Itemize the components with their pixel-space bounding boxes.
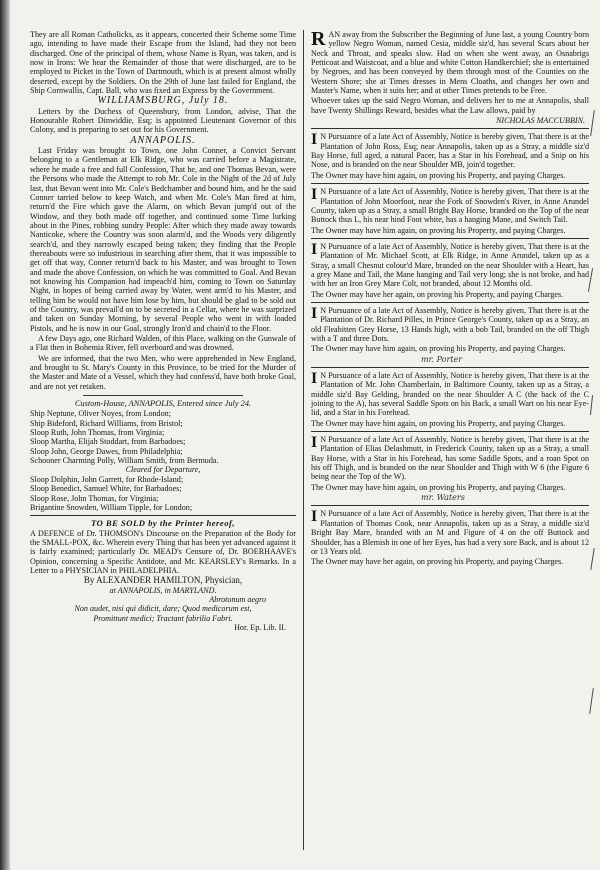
drop-cap: I xyxy=(311,186,318,204)
news-paragraph-conner: Last Friday was brought to Town, one John Conner, a Convict Servant belonging to a Gentleman at Elk Ridge, who was carried before a Magistrate, where he made a free and full Confession, That he, and one Thomas Bevan, were the Persons who made the Attempt to rob Mr. Cole in the Night of the 2d of July last, that Bevan went into Mr. Cole's Bedchamber and bound him, and he the said Conner tarried below to keep Watch, and when Mr. Cole's Man fired at him, return'd the Fire which gave the Alarm, on which Bevan jump'd out of the Window, and they both made off together, and continued some Time lurking about in the Pines, robbing sundry People: After which they made away towards Nanticoke, where the Country was soon alarm'd, and the Woods very diligently search'd, and they narrowly escaped being taken; they finding that the People thereabouts were so industrious in searching after them, that it was impossible to get off that way, Conner return'd back to his Master, and was brought to Town and made the above Confession, on which he was committed to Goal. And Bevan not knowing his Companion had impeach'd him, coming to Town on Saturday Night, in hopes of being carried away by Water, went arm'd to his Master, and telling him he would not have him lose by him, but should be glad to be sold out of the Country, was prevail'd on to be secreted in a Cellar, where he was surprized and taken on Sunday Morning, by several People who went in with loaded Pistols, and he is now in our Goal, strongly Iron'd and chain'd to the Floor. xyxy=(30,146,296,333)
dateline-annapolis: ANNAPOLIS. xyxy=(130,134,196,146)
entered-ships-list xyxy=(30,409,296,465)
stray-owner-line: The Owner may have her again, on proving his Property, and paying Charges. xyxy=(311,557,564,567)
news-paragraph-intro: They are all Roman Catholicks, as it appears, concerted their Scheme some Time ago, intending to have made their Escape from the Island, had they not been discharged. One of the principal of them, whose Name is Ryan, was taken, and is now in Irons: We hear the Remainder of those that were discharged, are to be employed to Picket in the Town of Dartmouth, which is at present almost wholly deserted, except by the Soldiers. On the 29th of June last failed for England, the Ship Cornwallis, Capt. Ball, who was fixed an Express by the Government. xyxy=(30,30,296,96)
book-advertisement xyxy=(30,519,296,632)
stray-text: N Pursuance of a late Act of Assembly, Notice is hereby given, That there is at the Plantation of Dr. Richard Pilles, in Prince George's County, taken up as a Stray, an old Fleabitten Grey Horse, 13 Hands high, with a bob Tail, branded on the off Thigh with a T and three Dots. xyxy=(311,305,589,343)
ship-cleared: Brigantine Snowden, William Tipple, for London; xyxy=(30,502,193,512)
ship-entry: Ship Neptune, Oliver Noyes, from London; xyxy=(30,409,171,419)
ship-cleared: Sloop Rose, John Thomas, for Virginia; xyxy=(30,493,159,503)
stray-owner-line: The Owner may have him again, on proving his Property, and paying Charges. xyxy=(311,344,566,354)
book-title: A DEFENCE of Dr. THOMSON's Discourse on the Preparation of the Body for the SMALL-POX, &c. Wherein every Thing that has been yet advanced against it is fairly examined; particularly Dr. MEAD's Censure of, Dr. BOERHAAVE's Opinion, concerning a Specific Antidote, and Mr. KEARSLEY's Remarks. In a Letter to a PHYSICIAN in PHILADELPHIA. xyxy=(30,528,296,575)
margin-pen-mark xyxy=(590,110,595,136)
ship-entry: Schooner Charming Polly, William Smith, from Bermuda. xyxy=(30,456,219,466)
runaway-advertisement xyxy=(311,30,589,125)
book-author: By ALEXANDER HAMILTON, Physician, xyxy=(83,575,243,586)
section-separator xyxy=(83,395,243,396)
stray-notice xyxy=(311,435,589,502)
book-sold-line: TO BE SOLD by the Printer hereof, xyxy=(90,518,236,529)
advert-separator xyxy=(311,238,589,239)
drop-cap: R xyxy=(311,28,326,50)
stray-text: N Pursuance of a late Act of Assembly, Notice is hereby given, That there is at the Plantation of Elias Delashmutt, in Frederick County, taken up as a Stray, a small Bay Horse, with a Star in his Forehead, has some Saddle Spots, and a roan Spot on his off Thigh, and is branded on the near Shoulder and Thigh with W 6 (the Figure 6 being near the Top of the W). xyxy=(311,435,589,482)
ship-cleared: Sloop Dolphin, John Garrett, for Rhode-Island; xyxy=(30,474,184,484)
drop-cap: I xyxy=(311,304,318,322)
handwritten-annotation: mr. Porter xyxy=(421,354,463,364)
stray-notice xyxy=(311,242,589,299)
column-divider xyxy=(303,30,304,850)
advert-separator xyxy=(30,515,296,516)
drop-cap: I xyxy=(311,131,318,149)
drop-cap: I xyxy=(311,434,318,452)
ship-entry: Ship Bideford, Richard Williams, from Bristol; xyxy=(30,418,183,428)
book-quote-attribution: Hor. Ep. Lib. II. xyxy=(234,622,286,632)
cleared-ships-list xyxy=(30,475,296,512)
advert-separator xyxy=(311,431,589,432)
stray-notice xyxy=(311,371,589,428)
stray-text: N Pursuance of a late Act of Assembly, Notice is hereby given, That there is at the Plantation of John Ross, Esq; near Annapolis, taken up as a Stray, a middle siz'd Bay Horse, full aged, a natural Pacer, has a Star in his Forehead, and a Snip on his Nose, and is branded on the near Shoulder MB, join'd together. xyxy=(311,132,589,170)
cleared-heading: Cleared for Departure, xyxy=(125,465,201,475)
stray-owner-line: The Owner may have him again, on proving his Property, and paying Charges. xyxy=(311,225,566,235)
margin-pen-mark xyxy=(590,395,593,415)
stray-text: N Pursuance of a late Act of Assembly, Notice is hereby given, That there is at the Plantation of Mr. John Chamberlain, in Baltimore County, taken up as a Stray, a middle siz'd Bay Gelding, branded on the near Shoulder A C (the back of the C joining to the A), has several Saddle Spots on his Back, a small Wart on his near Eye-lid, and a Star in his Forehead. xyxy=(311,371,589,418)
stray-text: N Pursuance of a late Act of Assembly, Notice is hereby given, That there is at the Plantation of John Moorfoot, near the Fork of Snowden's River, in Anne Arundel County, taken up as a Stray, a small Bright Bay Horse, branded on the Top of the near Buttock thus L, his near hind Foot white, has a hanging Mane, and Switch Tail. xyxy=(311,187,589,225)
drop-cap: I xyxy=(311,508,318,526)
right-column xyxy=(311,30,589,568)
news-paragraph-walden: A few Days ago, one Richard Walden, of this Place, walking on the Gunwale of a Flat then in Bohemia River, fell overboard and was drowned. xyxy=(30,334,296,353)
margin-pen-mark xyxy=(590,548,594,570)
advert-separator xyxy=(311,183,589,184)
dateline-williamsburg: WILLIAMSBURG, July 18. xyxy=(97,95,229,107)
stray-owner-line: The Owner may have her again, on proving his Property, and paying Charges. xyxy=(311,289,564,299)
ship-entry: Sloop Ruth, John Thomas, from Virginia; xyxy=(30,428,165,438)
stray-text: N Pursuance of a late Act of Assembly, Notice is hereby given, That there is at the Plantation of Thomas Cook, near Annapolis, taken up as a Stray, a middle siz'd Bright Bay Mare, branded with an M and Figure of 4 on the off Buttock and Shoulder, has a Blemish in one of her Eyes, has had a very sore Back, and is about 12 or 13 Years old. xyxy=(311,509,589,556)
runaway-reward: Whoever takes up the said Negro Woman, and delivers her to me at Annapolis, shall have Twenty Shillings Reward, besides what the Law allows, paid by xyxy=(311,96,589,115)
handwritten-annotation: mr. Waters xyxy=(421,493,465,503)
runaway-signature: NICHOLAS MACCUBBIN. xyxy=(495,116,585,126)
news-paragraph-new-england: We are informed, that the two Men, who were apprehended in New England, and brought to St. Mary's County in this Province, to be tried for the Murder of the Master and Mate of a Vessel, which they had confess'd, have both broke Goal, and are not yet retaken. xyxy=(30,353,296,391)
ship-entry: Sloop Martha, Elijah Stoddart, from Barbadoes; xyxy=(30,437,186,447)
advert-separator xyxy=(311,128,589,129)
book-quote-line: Abrotonum aegro xyxy=(209,594,266,604)
ship-entry: Sloop John, George Dawes, from Philadelphia; xyxy=(30,446,183,456)
advert-separator xyxy=(311,367,589,368)
advert-separator xyxy=(311,302,589,303)
runaway-text: AN away from the Subscriber the Beginning of June last, a young Country born yellow Negro Woman, named Cesia, middle siz'd, has several Scars about her Neck and Throat, and speaks slow. Had on when she went away, an Osnabrigs Petticoat and Waistcoat, and a blue and white Cotton Handkerchief; she is entertained by Negroes, and has been conveyed by them through most of the Counties on the Western Shore; she at Times dresses in Mens Cloaths, and changes her own and Master's Name, when it suits her; and at other Times pretends to be Free. xyxy=(311,30,589,96)
ship-cleared: Sloop Benedict, Samuel White, for Barbadoes; xyxy=(30,484,182,494)
news-paragraph-williamsburg: Letters by the Duchess of Queensbury, from London, advise, That the Honourable Robert Dinwiddie, Esq; is appointed Lieutenant Governor of this Colony, and is preparing to set out for his Government. xyxy=(30,106,296,135)
stray-notice xyxy=(311,132,589,180)
custom-house-heading: Custom-House, ANNAPOLIS, Entered since July 24. xyxy=(74,399,252,409)
book-quote-line: Non audet, nisi qui didicit, dare; Quod medicorum est, xyxy=(74,604,252,614)
binding-edge xyxy=(0,0,10,870)
stray-owner-line: The Owner may have him again, on proving his Property, and paying Charges. xyxy=(311,482,566,492)
book-quote-line: Promittunt medici; Tractant fabrilia Fabri. xyxy=(93,613,233,623)
drop-cap: I xyxy=(311,370,318,387)
stray-notice xyxy=(311,187,589,235)
drop-cap: I xyxy=(311,240,318,258)
stray-text: N Pursuance of a late Act of Assembly, Notice is hereby given, That there is at the Plantation of Mr. Michael Scott, at Elk Ridge, in Anne Arundel, taken up as a Stray, a small Chesnut colour'd Mare, branded on the near Shoulder with a Heart, has a grey Mane and Tail, the Mane hanging and Tail very long; she is not broke, and had with her an Iron Grey Mare Colt, not branded, about 12 Months old. xyxy=(311,241,589,289)
stray-notice xyxy=(311,509,589,566)
stray-owner-line: The Owner may have him again, on proving his Property, and paying Charges. xyxy=(311,170,566,180)
margin-pen-mark xyxy=(589,688,594,714)
stray-owner-line: The Owner may have him again, on proving his Property, and paying Charges. xyxy=(311,418,566,428)
advert-separator xyxy=(311,505,589,506)
left-column xyxy=(30,30,296,632)
book-place: at ANNAPOLIS, in MARYLAND. xyxy=(109,585,217,595)
stray-notice xyxy=(311,306,589,364)
